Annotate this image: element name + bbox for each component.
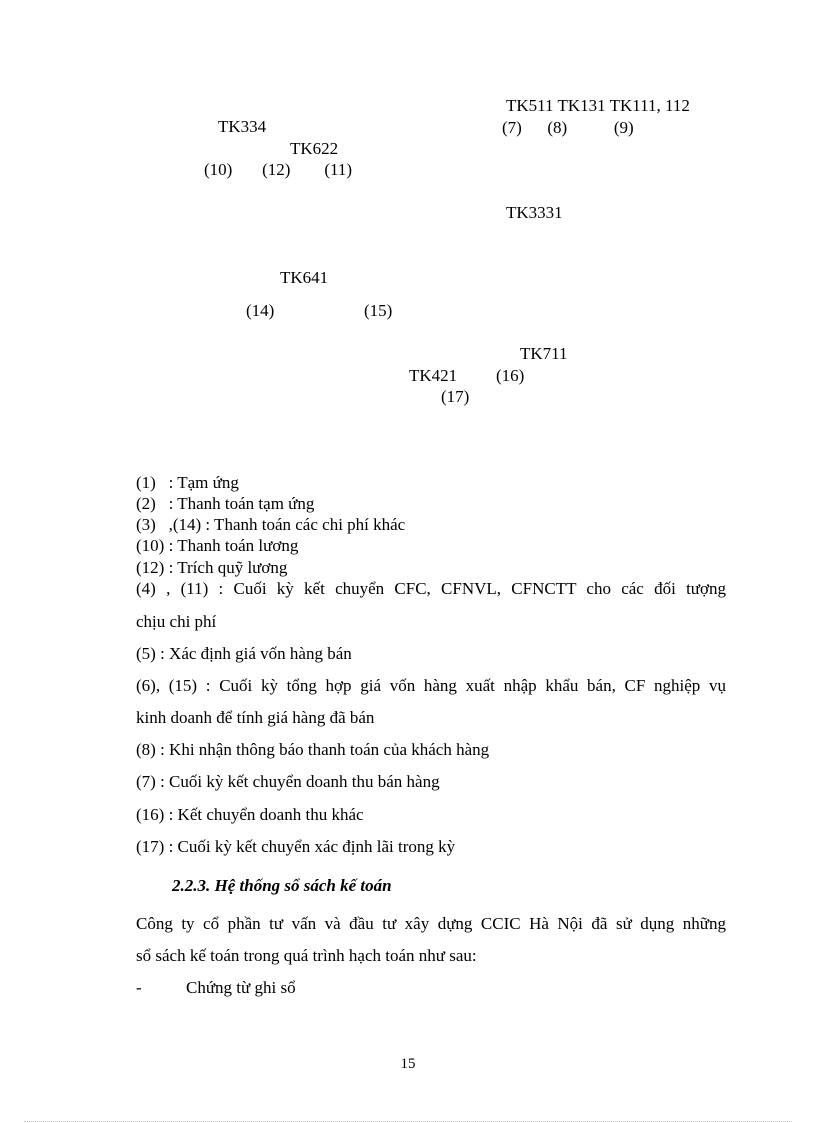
diagram-number-15: (15) [364,301,393,320]
legend-item-8: (8) : Khi nhận thông báo thanh toán của khách hàng [136,740,490,759]
legend-item-10: (10) : Thanh toán lương [136,536,299,555]
diagram-numbers-10-12-11: (10) (12) (11) [204,160,353,179]
diagram-numbers-7-8-9: (7) (8) (9) [502,118,634,137]
diagram-label-tk334: TK334 [218,117,267,136]
legend-item-2: (2) : Thanh toán tạm ứng [136,494,315,513]
legend-item-3: (3) ,(14) : Thanh toán các chi phí khác [136,515,406,534]
legend-item-1: (1) : Tạm ứng [136,473,239,492]
diagram-label-tk711: TK711 [520,344,568,363]
diagram-number-16: (16) [496,366,525,385]
diagram-number-14: (14) [246,301,275,320]
section-heading: 2.2.3. Hệ thống sổ sách kế toán [172,876,392,895]
page-bottom-border [24,1121,792,1122]
legend-item-5: (5) : Xác định giá vốn hàng bán [136,644,352,663]
page-number: 15 [400,1056,416,1072]
section-paragraph-line2: sổ sách kế toán trong quá trình hạch toán như sau: [136,946,477,965]
bullet-item-chung-tu-ghi-so: Chứng từ ghi sổ [186,978,296,997]
bullet-dash: - [136,978,142,997]
diagram-label-tk421: TK421 [409,366,458,385]
diagram-label-tk641: TK641 [280,268,329,287]
legend-item-6-line1: (6), (15) : Cuối kỳ tổng hợp giá vốn hàng xuất nhập khẩu bán, CF nghiệp vụ [136,676,726,695]
legend-item-6-line2: kinh doanh để tính giá hàng đã bán [136,708,375,727]
legend-item-12: (12) : Trích quỹ lương [136,558,288,577]
legend-item-16: (16) : Kết chuyển doanh thu khác [136,805,364,824]
legend-item-4-line2: chịu chi phí [136,612,217,631]
section-paragraph-line1: Công ty cổ phần tư vấn và đầu tư xây dựng CCIC Hà Nội đã sử dụng những [136,914,726,933]
legend-item-4-line1: (4) , (11) : Cuối kỳ kết chuyển CFC, CFNVL, CFNCTT cho các đối tượng [136,579,726,598]
legend-item-17: (17) : Cuối kỳ kết chuyển xác định lãi trong kỳ [136,837,456,856]
diagram-label-tk511-tk131-tk111: TK511 TK131 TK111, 112 [506,96,690,115]
diagram-label-tk3331: TK3331 [506,203,563,222]
diagram-label-tk622: TK622 [290,139,339,158]
legend-item-7: (7) : Cuối kỳ kết chuyển doanh thu bán hàng [136,772,440,791]
diagram-number-17: (17) [441,387,470,406]
